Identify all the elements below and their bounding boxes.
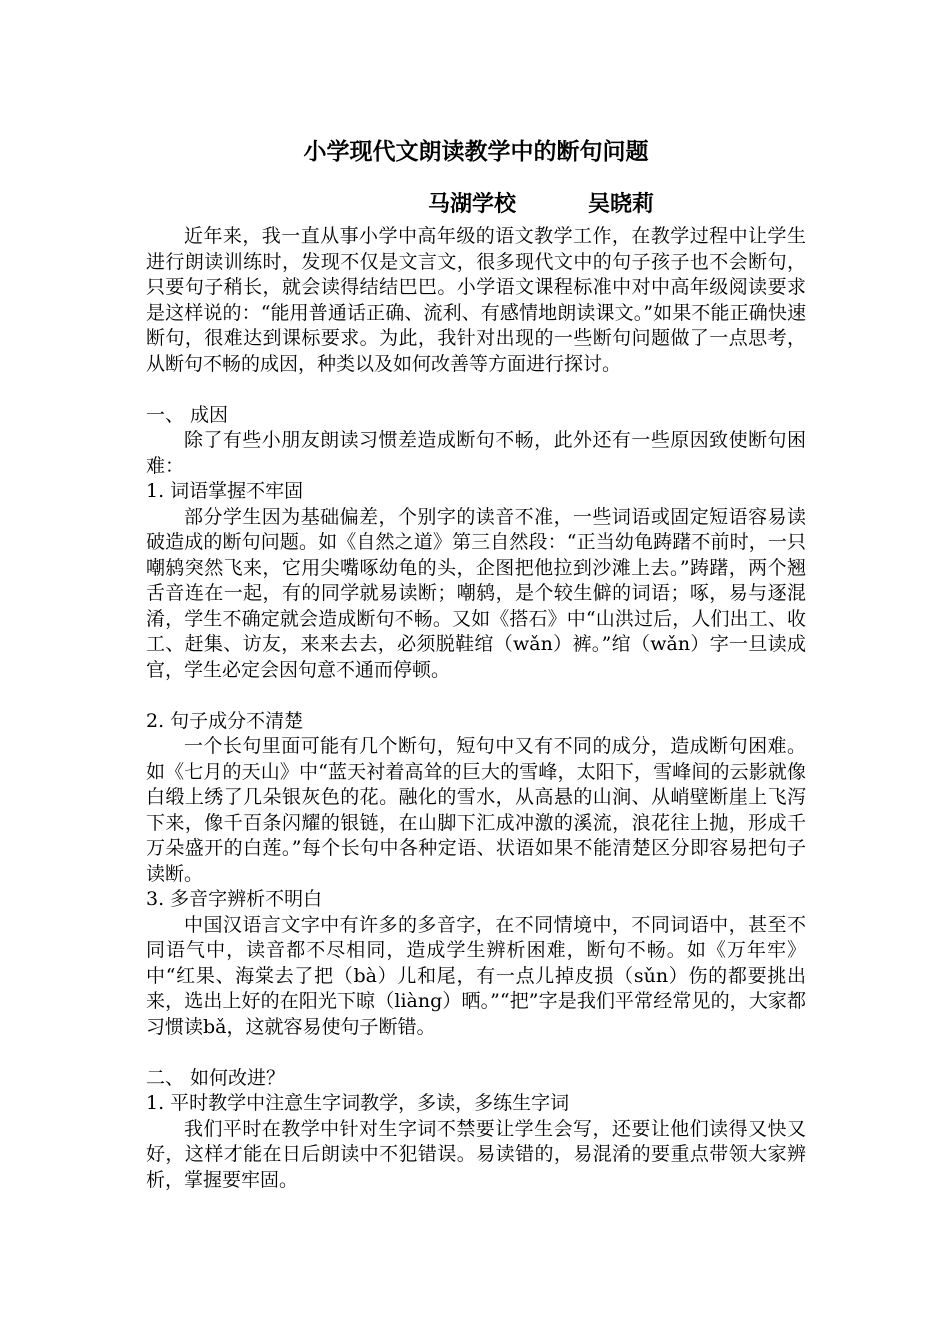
section-1-item-2-heading: 2. 句子成分不清楚: [146, 709, 304, 732]
section-1-heading: 一、 成因: [146, 403, 229, 426]
intro-paragraph: 近年来，我一直从事小学中高年级的语文教学工作，在教学过程中让学生进行朗读训练时，发现不仅是文言文，很多现代文中的句子孩子也不会断句，只要句子稍长，就会读得结结巴巴。小学语文课程标准中对中高年级阅读要求是这样说的：“能用普通话正确、流利、有感情地朗读课文。”如果不能正确快速断句，很难达到课标要求。为此，我针对出现的一些断句问题做了一点思考，从断句不畅的成因，种类以及如何改善等方面进行探讨。: [146, 225, 806, 375]
section-2-item-1-text: 我们平时在教学中针对生字词不禁要让学生会写，还要让他们读得又快又好，这样才能在日后朗读中不犯错误。易读错的，易混淆的要重点带领大家辨析，掌握要牢固。: [146, 1117, 806, 1191]
section-1-item-3-text: 中国汉语言文字中有许多的多音字，在不同情境中，不同词语中，甚至不同语气中，读音都不尽相同，造成学生辨析困难，断句不畅。如《万年牢》中“红果、海棠去了把（bà）儿和尾，有一点儿掉皮损（sǔn）伤的都要挑出来，选出上好的在阳光下晾（liàng）晒。”“把”字是我们平常经常见的，大家都习惯读bǎ，这就容易使句子断错。: [146, 913, 806, 1038]
spacer: [146, 683, 806, 709]
author-line: [146, 184, 806, 224]
spacer: [146, 1040, 806, 1066]
section-2-item-1-heading: 1. 平时教学中注意生字词教学，多读，多练生字词: [146, 1092, 570, 1114]
document-body: [146, 132, 806, 1193]
section-1-item-3-heading: 3. 多音字辨析不明白: [146, 888, 323, 910]
section-1-intro: 除了有些小朋友朗读习惯差造成断句不畅，此外还有一些原因致使断句困难：: [146, 429, 806, 477]
section-1-item-1-heading: 1. 词语掌握不牢固: [146, 480, 304, 502]
document-title: 小学现代文朗读教学中的断句问题: [303, 138, 649, 165]
spacer: [146, 377, 806, 403]
section-1-item-2-text: 一个长句里面可能有几个断句，短句中又有不同的成分，造成断句困难。如《七月的天山》中“蓝天衬着高耸的巨大的雪峰，太阳下，雪峰间的云影就像白缎上绣了几朵银灰色的花。融化的雪水，从高悬的山涧、从峭壁断崖上飞泻下来，像千百条闪耀的银链，在山脚下汇成冲激的溪流，浪花往上抛，形成千万朵盛开的白莲。”每个长句中各种定语、状语如果不能清楚区分即容易把句子读断。: [146, 735, 806, 885]
section-2-heading: 二、 如何改进？: [146, 1066, 286, 1089]
author-school: 马湖学校: [428, 191, 517, 217]
author-name: 吴晓莉: [588, 191, 655, 217]
section-1-item-1-text: 部分学生因为基础偏差，个别字的读音不准，一些词语或固定短语容易读破造成的断句问题。如《自然之道》第三自然段：“正当幼龟踌躇不前时，一只嘲鸫突然飞来，它用尖嘴啄幼龟的头，企图把他拉到沙滩上去。”踌躇，两个翘舌音连在一起，有的同学就易读断；嘲鸫，是个较生僻的词语；啄，易与逐混淆，学生不确定就会造成断句不畅。又如《搭石》中“山洪过后，人们出工、收工、赶集、访友，来来去去，必须脱鞋绾（wǎn）裤。”绾（wǎn）字一旦读成官，学生必定会因句意不通而停顿。: [146, 505, 806, 681]
